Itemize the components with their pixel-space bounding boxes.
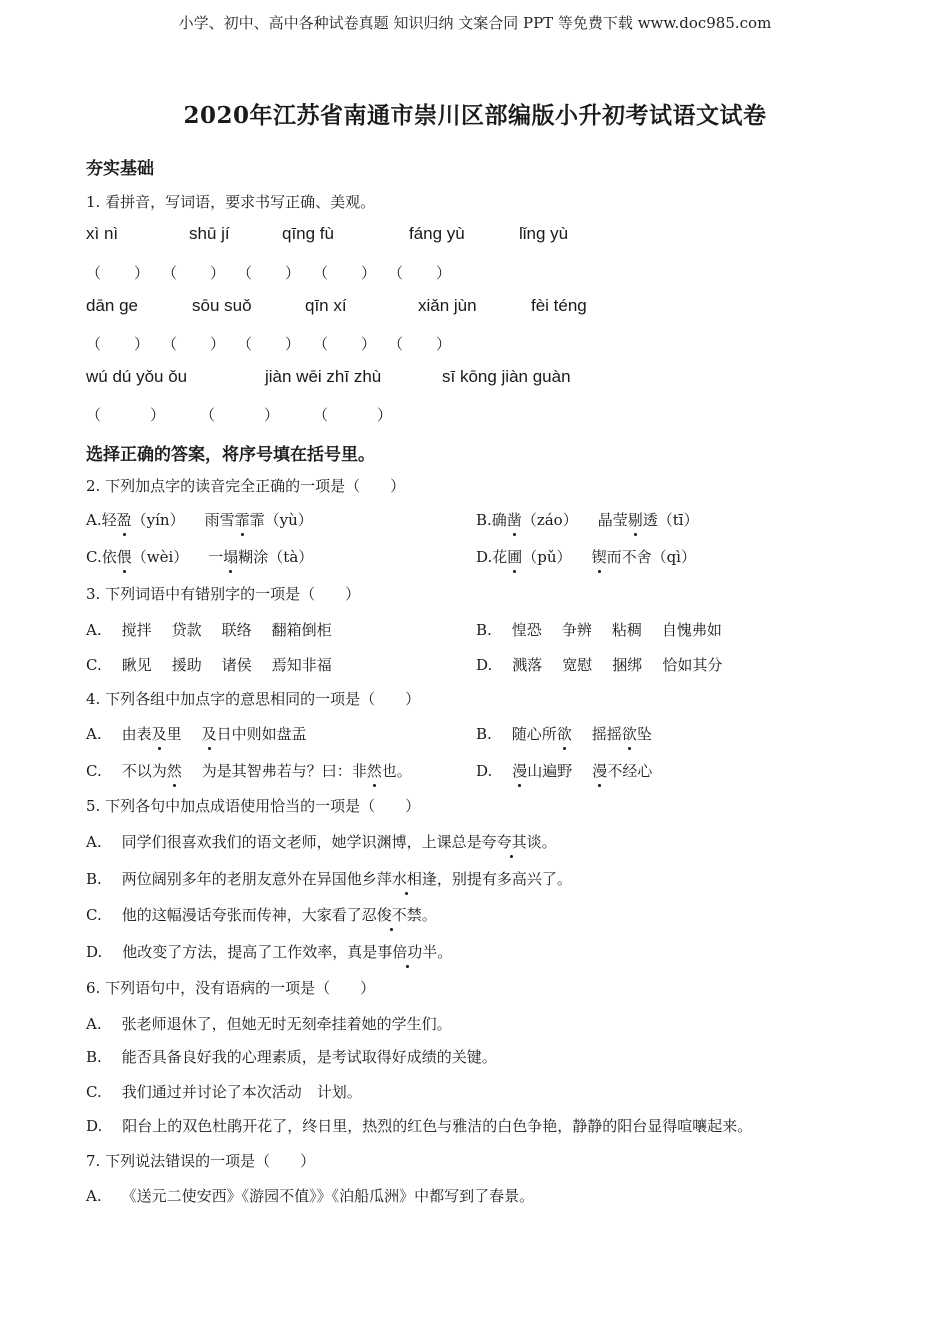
option-label: C.	[86, 906, 102, 924]
question-6-stem: 6. 下列语句中，没有语病的一项是（ ）	[86, 979, 376, 997]
option-label: D.	[476, 548, 493, 566]
answer-blank[interactable]: （ ）	[162, 335, 227, 353]
option-label: C.	[86, 548, 102, 566]
question-3-stem: 3. 下列词语中有错别字的一项是（ ）	[86, 585, 361, 603]
q2-option-a[interactable]: A.轻盈（yín） 雨雪霏霏（yù）	[86, 511, 313, 529]
answer-blank[interactable]: （ ）	[86, 335, 151, 353]
option-label: A.	[86, 621, 102, 639]
pinyin-item: sī kōng jiàn guàn	[442, 367, 571, 386]
dotted-idiom: 萍水相逢	[376, 870, 437, 888]
answer-blank[interactable]: （ ）	[237, 335, 302, 353]
pinyin-item: lǐng yù	[519, 224, 569, 243]
dotted-char: 欲	[556, 725, 572, 743]
dotted-char: 霏	[234, 511, 250, 529]
question-1-stem: 1. 看拼音，写词语，要求书写正确、美观。	[86, 193, 376, 211]
site-header: 小学、初中、高中各种试卷真题 知识归纳 文案合同 PPT 等免费下载 www.doc985.com	[178, 14, 772, 32]
option-label: D.	[86, 943, 103, 961]
q6-option-c[interactable]: C. 我们通过并讨论了本次活动 计划。	[86, 1083, 362, 1101]
q6-option-d[interactable]: D. 阳台上的双色杜鹃开花了，终日里，热烈的红色与雅洁的白色争艳，静静的阳台显得喧嚷起来。	[86, 1117, 753, 1135]
option-label: A.	[86, 833, 102, 851]
option-label: B.	[476, 621, 492, 639]
pinyin-item: jiàn wēi zhī zhù	[265, 367, 382, 386]
dotted-char: 欲	[621, 725, 637, 743]
dotted-idiom: 忍俊不禁	[361, 906, 422, 924]
option-label: A.	[86, 1187, 102, 1205]
answer-blank[interactable]: （ ）	[86, 406, 167, 424]
option-label: D.	[476, 762, 493, 780]
option-label: C.	[86, 656, 102, 674]
option-label: A.	[86, 1015, 102, 1033]
dotted-char: 然	[366, 762, 382, 780]
pinyin-item: qīn xí	[305, 296, 347, 315]
option-label: B.	[86, 1048, 102, 1066]
option-label: C.	[86, 762, 102, 780]
q3-option-a[interactable]: A. 搅拌 贷款 联络 翻箱倒柜	[86, 621, 332, 639]
q2-option-d[interactable]: D.花圃（pǔ） 锲而不舍（qì）	[476, 548, 696, 566]
q6-option-a[interactable]: A. 张老师退休了，但她无时无刻牵挂着她的学生们。	[86, 1015, 452, 1033]
q2-option-c[interactable]: C.依偎（wèi） 一塌糊涂（tà）	[86, 548, 314, 566]
dotted-char: 圃	[507, 548, 523, 566]
dotted-char: 然	[166, 762, 182, 780]
dotted-char: 塌	[223, 548, 239, 566]
pinyin-item: shū jí	[189, 224, 230, 243]
q4-option-b[interactable]: B. 随心所欲 摇摇欲坠	[476, 725, 652, 743]
q5-option-d[interactable]: D. 他改变了方法，提高了工作效率，真是事倍功半。	[86, 943, 453, 961]
option-label: B.	[86, 870, 102, 888]
dotted-char: 锲	[591, 548, 607, 566]
q3-option-b[interactable]: B. 惶恐 争辨 粘稠 自愧弗如	[476, 621, 722, 639]
dotted-char: 漫	[512, 762, 528, 780]
answer-blank[interactable]: （ ）	[200, 406, 281, 424]
pinyin-item: fèi téng	[531, 296, 587, 315]
option-label: C.	[86, 1083, 102, 1101]
q5-option-a[interactable]: A. 同学们很喜欢我们的语文老师，她学识渊博，上课总是夸夸其谈。	[86, 833, 557, 851]
exam-title: 2020年江苏省南通市崇川区部编版小升初考试语文试卷	[183, 102, 767, 129]
answer-blank[interactable]: （ ）	[313, 264, 378, 282]
question-4-stem: 4. 下列各组中加点字的意思相同的一项是（ ）	[86, 690, 421, 708]
q5-option-b[interactable]: B. 两位阔别多年的老朋友意外在异国他乡萍水相逢，别提有多高兴了。	[86, 870, 572, 888]
q4-option-a[interactable]: A. 由表及里 及日中则如盘盂	[86, 725, 307, 743]
pinyin-item: wú dú yǒu ǒu	[86, 367, 188, 386]
q4-option-d[interactable]: D. 漫山遍野 漫不经心	[476, 762, 653, 780]
question-7-stem: 7. 下列说法错误的一项是（ ）	[86, 1152, 316, 1170]
question-5-stem: 5. 下列各句中加点成语使用恰当的一项是（ ）	[86, 797, 421, 815]
pinyin-item: fáng yù	[409, 224, 465, 243]
dotted-char: 及	[201, 725, 217, 743]
answer-blank[interactable]: （ ）	[313, 335, 378, 353]
option-label: D.	[86, 1117, 103, 1135]
pinyin-item: qīng fù	[282, 224, 334, 243]
answer-blank[interactable]: （ ）	[237, 264, 302, 282]
option-label: B.	[476, 725, 492, 743]
pinyin-item: xiǎn jùn	[418, 296, 477, 315]
dotted-char: 偎	[116, 548, 132, 566]
section-heading-choice: 选择正确的答案，将序号填在括号里。	[86, 445, 375, 465]
dotted-char: 漫	[592, 762, 608, 780]
q2-option-b[interactable]: B.确凿（záo） 晶莹剔透（tī）	[476, 511, 699, 529]
option-label: D.	[476, 656, 493, 674]
pinyin-item: xì nì	[86, 224, 119, 243]
option-label: B.	[476, 511, 492, 529]
q7-option-a[interactable]: A. 《送元二使安西》《游园不值》》《泊船瓜洲》中都写到了春景。	[86, 1187, 535, 1205]
q4-option-c[interactable]: C. 不以为然 为是其智弗若与？曰：非然也。	[86, 762, 412, 780]
option-label: A.	[86, 511, 102, 529]
dotted-char: 及	[151, 725, 167, 743]
q5-option-c[interactable]: C. 他的这幅漫话夸张而传神，大家看了忍俊不禁。	[86, 906, 437, 924]
dotted-idiom: 夸夸其谈	[481, 833, 542, 851]
q3-option-d[interactable]: D. 溅落 宽慰 捆绑 恰如其分	[476, 656, 723, 674]
dotted-char: 剔	[627, 511, 643, 529]
q3-option-c[interactable]: C. 瞅见 援助 诸侯 焉知非福	[86, 656, 332, 674]
option-label: A.	[86, 725, 102, 743]
dotted-char: 凿	[506, 511, 522, 529]
answer-blank[interactable]: （ ）	[86, 264, 151, 282]
section-heading-basics: 夯实基础	[86, 159, 154, 179]
dotted-idiom: 事倍功半	[377, 943, 438, 961]
pinyin-item: sōu suǒ	[192, 296, 252, 315]
dotted-char: 盈	[116, 511, 132, 529]
q6-option-b[interactable]: B. 能否具备良好我的心理素质，是考试取得好成绩的关键。	[86, 1048, 497, 1066]
answer-blank[interactable]: （ ）	[162, 264, 227, 282]
pinyin-item: dān ge	[86, 296, 138, 315]
answer-blank[interactable]: （ ）	[313, 406, 394, 424]
answer-blank[interactable]: （ ）	[388, 264, 453, 282]
question-2-stem: 2. 下列加点字的读音完全正确的一项是（ ）	[86, 477, 406, 495]
answer-blank[interactable]: （ ）	[388, 335, 453, 353]
